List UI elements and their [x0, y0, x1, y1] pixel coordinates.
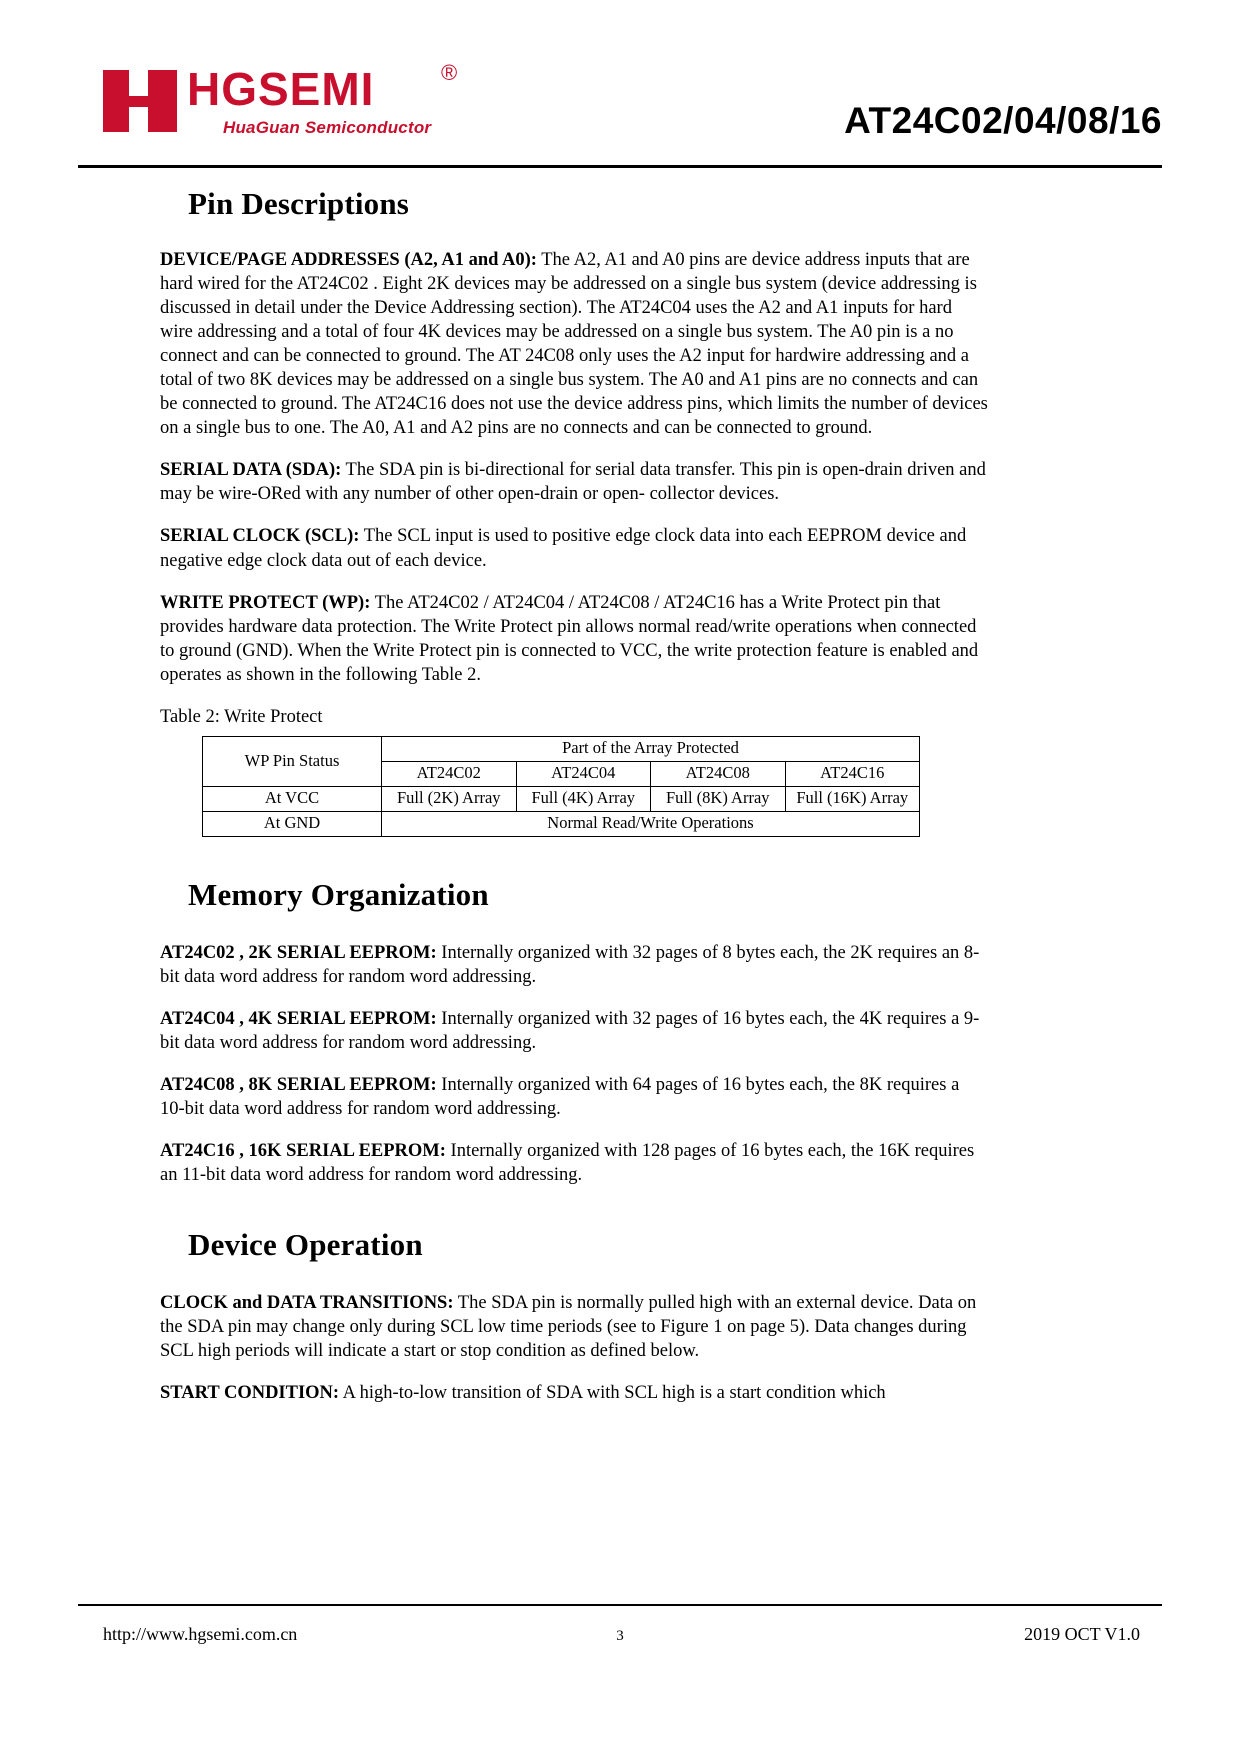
paragraph-start-condition [160, 1381, 988, 1405]
paragraph-lead-label: WRITE PROTECT (WP): [160, 592, 371, 613]
page-footer [78, 1618, 1162, 1658]
table-cell: Full (16K) Array [785, 786, 920, 811]
table-header-wp-pin-status: WP Pin Status [203, 736, 382, 786]
table-header-array-protected: Part of the Array Protected [382, 736, 920, 761]
table-cell-normal-operations: Normal Read/Write Operations [382, 811, 920, 836]
paragraph-text: Internally organized with 64 pages of 16 bytes each, the 8K requires a 10-bit data word address for random word addressing. [160, 1074, 960, 1119]
table-row [203, 811, 920, 836]
paragraph-lead-label: DEVICE/PAGE ADDRESSES (A2, A1 and A0): [160, 250, 537, 270]
table-row [203, 786, 920, 811]
paragraph-lead-label: SERIAL DATA (SDA): [160, 460, 342, 481]
paragraph-text: The SDA pin is normally pulled high with an external device. Data on the SDA pin may change only during SCL low time periods (see to Figure 1 on page 5). Data changes during SCL high periods will indicate a start or stop condition as defined below. [160, 1293, 977, 1362]
table-header-device: AT24C16 [785, 761, 920, 786]
page-content [160, 186, 988, 1405]
paragraph-write-protect [160, 591, 988, 687]
paragraph-lead-label: AT24C08 , 8K SERIAL EEPROM: [160, 1074, 437, 1095]
table2-caption: Table 2: Write Protect [160, 706, 323, 727]
heading-memory-organization: Memory Organization [188, 876, 489, 912]
table-header-device: AT24C02 [382, 761, 517, 786]
heading-pin-descriptions: Pin Descriptions [188, 186, 410, 221]
paragraph-serial-data [160, 458, 988, 506]
paragraph-lead-label: CLOCK and DATA TRANSITIONS: [160, 1293, 454, 1314]
paragraph-text: Internally organized with 128 pages of 16 bytes each, the 16K requires an 11-bit data word address for random word addressing. [160, 1141, 975, 1186]
logo-wordmark: HGSEMI [187, 63, 375, 115]
table-cell: Full (4K) Array [516, 786, 651, 811]
page-title: AT24C02/04/08/16 [844, 100, 1162, 141]
footer-website-link[interactable]: http://www.hgsemi.com.cn [103, 1624, 298, 1644]
table-row-header-group [203, 736, 920, 761]
footer-divider [78, 1604, 1162, 1606]
paragraph-text: Internally organized with 32 pages of 8 bytes each, the 2K requires an 8-bit data word address for random word addressing. [160, 942, 980, 987]
paragraph-device-page-addresses [160, 248, 988, 440]
paragraph-lead-label: START CONDITION: [160, 1383, 340, 1404]
write-protect-table [202, 736, 920, 837]
paragraph-text: Internally organized with 32 pages of 16 bytes each, the 4K requires a 9-bit data word address for random word addressing. [160, 1008, 980, 1053]
paragraph-text: A high-to-low transition of SDA with SCL high is a start condition which [339, 1383, 886, 1404]
table-cell: Full (8K) Array [651, 786, 786, 811]
paragraph-lead-label: AT24C04 , 4K SERIAL EEPROM: [160, 1008, 437, 1029]
paragraph-text: The SCL input is used to positive edge clock data into each EEPROM device and negative edge clock data out of each device. [160, 526, 967, 571]
paragraph-text: The A2, A1 and A0 pins are device address inputs that are hard wired for the AT24C02 . Eight 2K devices may be addressed on a single bus system (device addressing is discussed in detail under the Device Addressing section). The AT24C04 uses the A2 and A1 inputs for hard wire addressing and a total of four 4K devices may be addressed on a single bus system. The A0 pin is a no connect and can be connected to ground. The AT 24C08 only uses the A2 input for hardwire addressing and a total of two 8K devices may be addressed on a single bus system. The A0 and A1 pins are no connects and can be connected to ground. The AT24C16 does not use the device address pins, which limits the number of devices on a single bus to one. The A0, A1 and A2 pins are no connects and can be connected to ground. [160, 250, 988, 439]
table-cell-status: At GND [203, 811, 382, 836]
table-header-device: AT24C04 [516, 761, 651, 786]
logo-tagline: HuaGuan Semiconductor [223, 118, 432, 137]
page-header [78, 48, 1162, 166]
paragraph-at24c02-memory [160, 941, 988, 989]
footer-page-number: 3 [616, 1628, 624, 1644]
footer-revision: 2019 OCT V1.0 [1024, 1624, 1140, 1644]
header-divider [78, 165, 1162, 168]
paragraph-lead-label: AT24C16 , 16K SERIAL EEPROM: [160, 1141, 446, 1162]
hgsemi-logo [103, 58, 523, 158]
paragraph-text: The AT24C02 / AT24C04 / AT24C08 / AT24C16 has a Write Protect pin that provides hardware data protection. The Write Protect pin allows normal read/write operations when connected to ground (GND). When the Write Protect pin is connected to VCC, the write protection feature is enabled and operates as shown in the following Table 2. [160, 592, 979, 685]
table-header-device: AT24C08 [651, 761, 786, 786]
paragraph-text: The SDA pin is bi-directional for serial data transfer. This pin is open-drain driven and may be wire-ORed with any number of other open-drain or open- collector devices. [160, 460, 986, 505]
registered-trademark-icon: ® [441, 60, 458, 85]
table2-wrapper [202, 736, 920, 837]
paragraph-at24c04-memory [160, 1007, 988, 1055]
paragraph-serial-clock [160, 524, 988, 572]
heading-device-operation: Device Operation [188, 1227, 423, 1263]
logo-mark-icon [103, 70, 177, 132]
paragraph-lead-label: SERIAL CLOCK (SCL): [160, 526, 360, 547]
table-cell: Full (2K) Array [382, 786, 517, 811]
paragraph-lead-label: AT24C02 , 2K SERIAL EEPROM: [160, 942, 437, 963]
paragraph-at24c08-memory [160, 1073, 988, 1121]
table-cell-status: At VCC [203, 786, 382, 811]
paragraph-at24c16-memory [160, 1139, 988, 1187]
paragraph-clock-data-transitions [160, 1291, 988, 1363]
